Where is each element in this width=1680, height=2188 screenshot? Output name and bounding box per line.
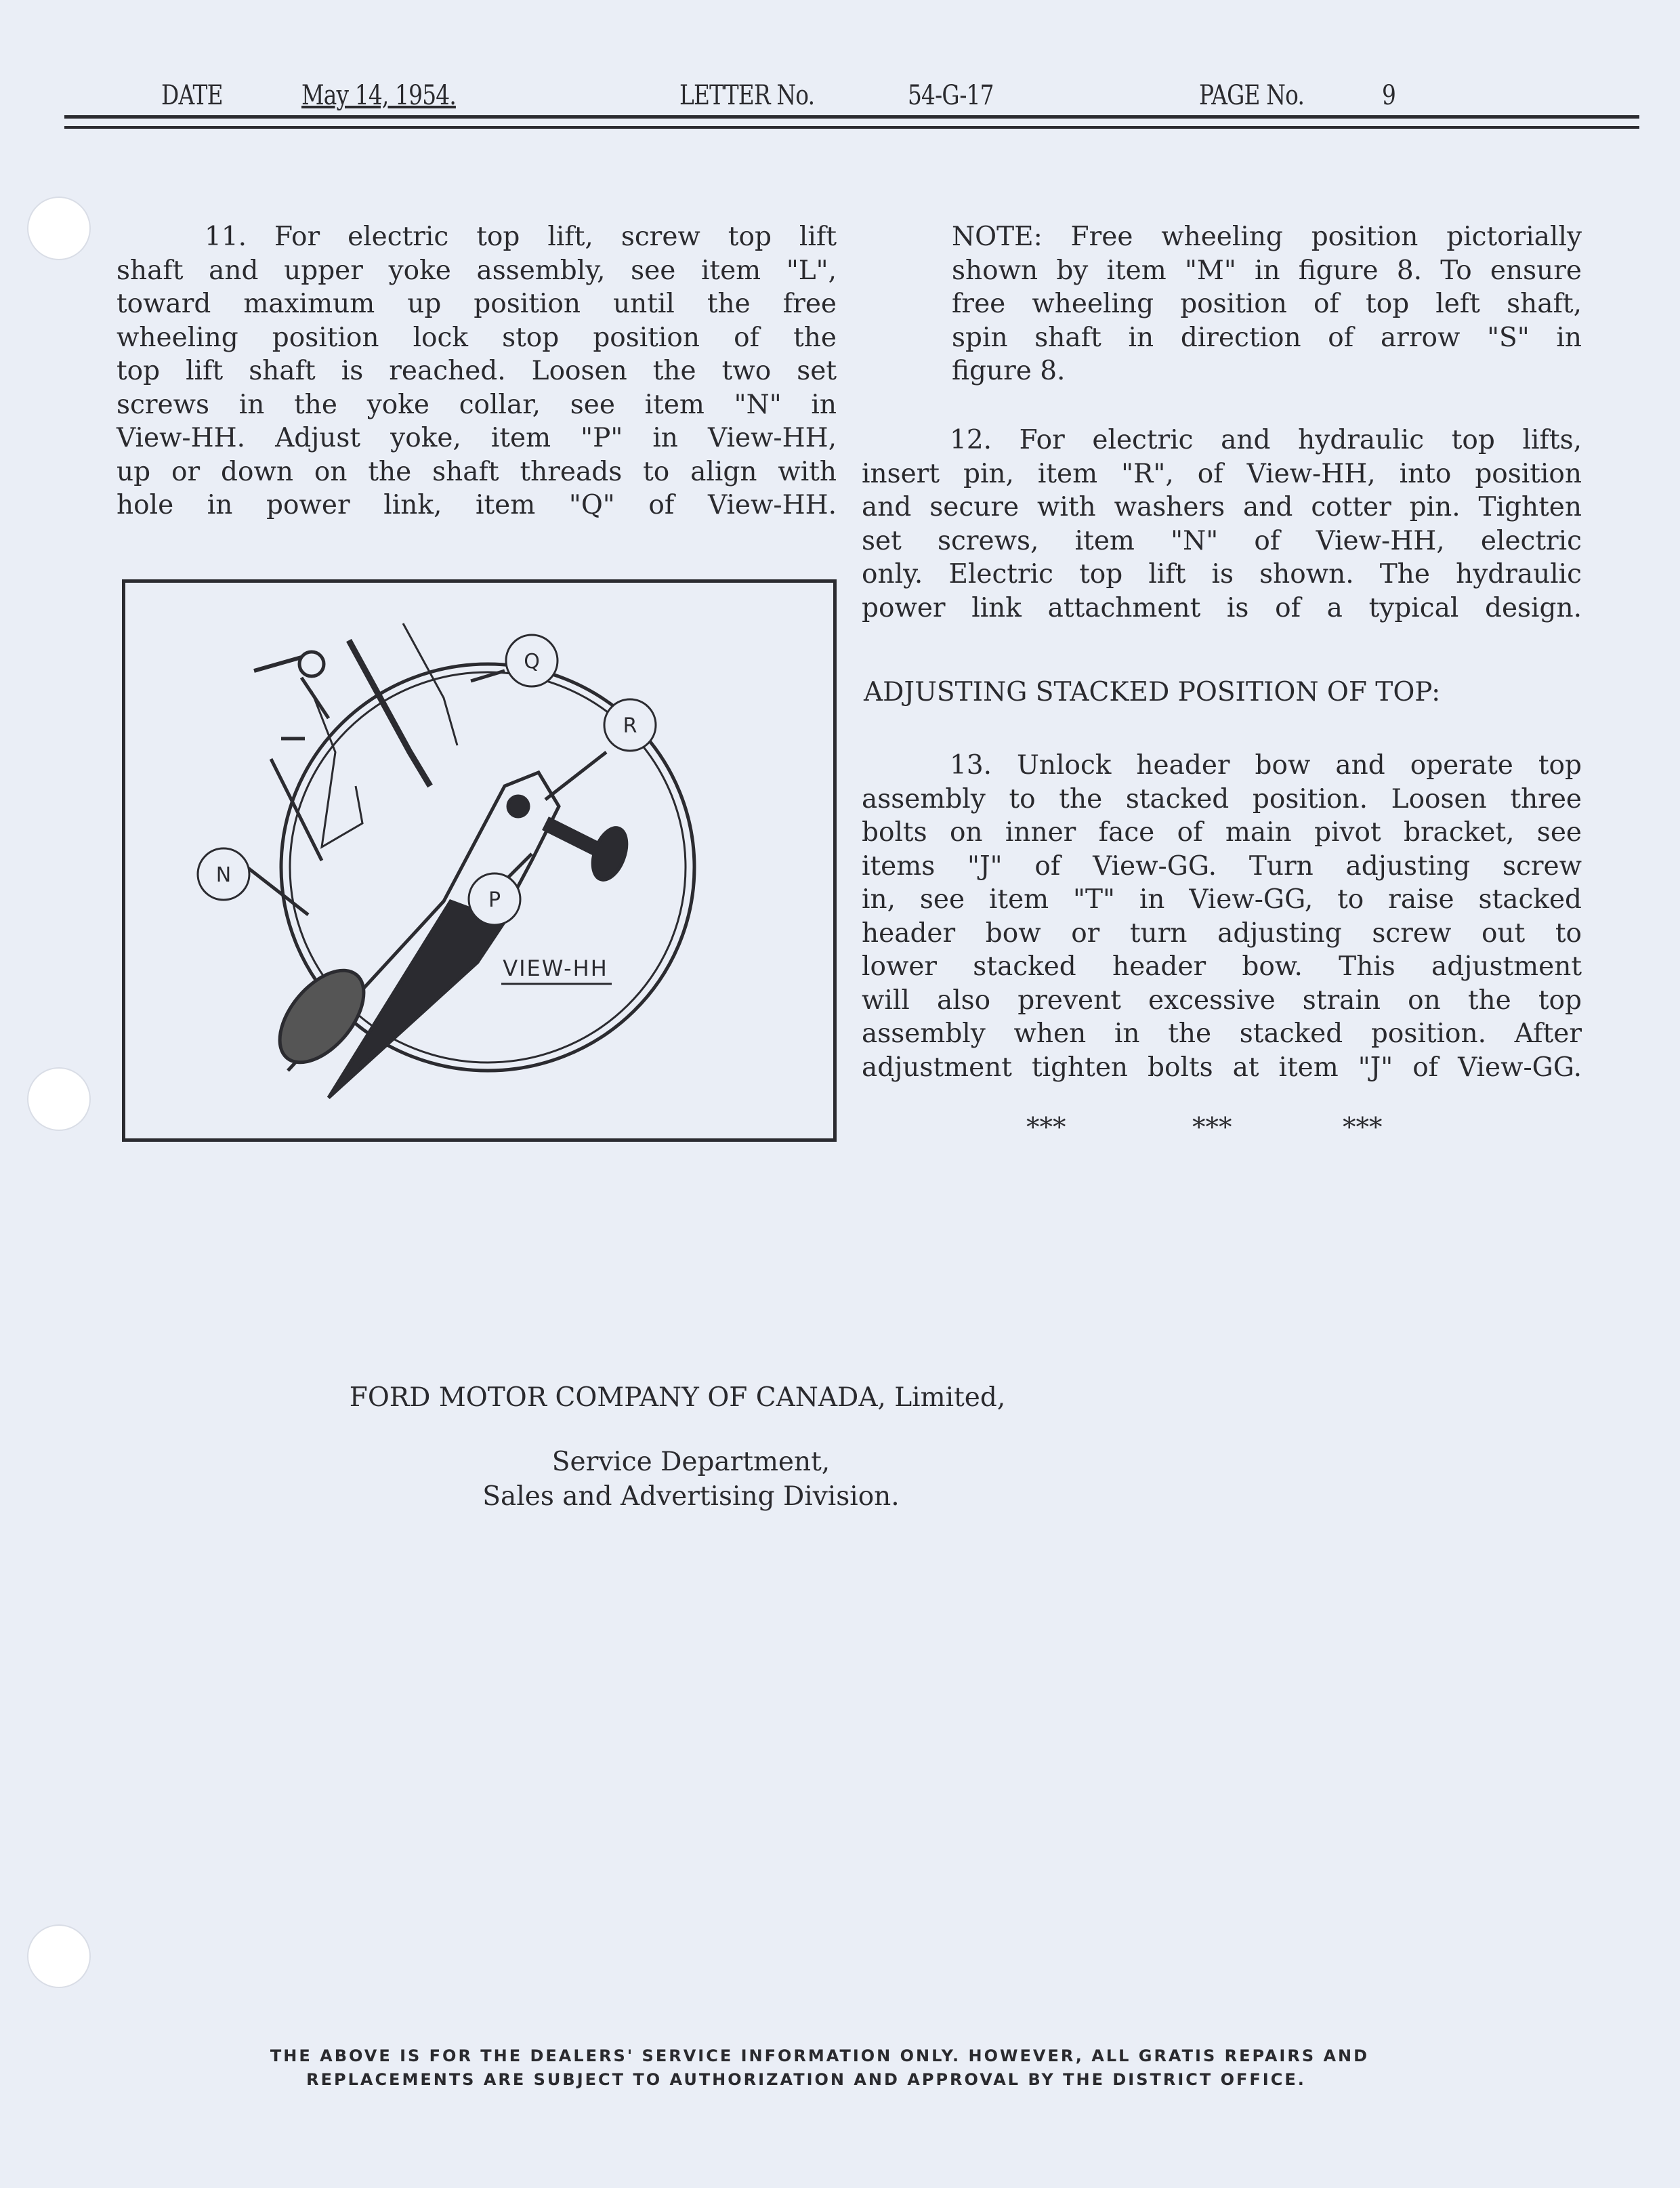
- text-line: NOTE: Free wheeling position pictorially: [952, 222, 1582, 252]
- callout-n: N: [215, 863, 232, 887]
- text-line: assembly to the stacked position. Loosen three: [862, 783, 1582, 814]
- text-line: and secure with washers and cotter pin. Tighten: [862, 492, 1582, 522]
- text-line: screws in the yoke collar, see item "N" in: [117, 389, 837, 420]
- text-line: assembly when in the stacked position. After: [862, 1018, 1582, 1049]
- letter-label: LETTER No.: [679, 80, 815, 111]
- text-line: power link attachment is of a typical design.: [862, 592, 1582, 623]
- letter-number: 54-G-17: [908, 80, 994, 111]
- figure-caption: VIEW-HH: [503, 955, 608, 981]
- company-name: FORD MOTOR COMPANY OF CANADA, Limited,: [349, 1382, 1006, 1413]
- text-line: View-HH. Adjust yoke, item "P" in View-HH,: [117, 423, 837, 453]
- text-line: toward maximum up position until the free: [117, 289, 837, 319]
- text-line: 13. Unlock header bow and operate top: [950, 750, 1582, 781]
- page-number: 9: [1382, 80, 1396, 111]
- text-line: adjustment tighten bolts at item "J" of View-GG.: [862, 1052, 1582, 1083]
- text-line: only. Electric top lift is shown. The hydraulic: [862, 559, 1582, 590]
- date-label: DATE: [161, 80, 223, 111]
- text-line: 11. For electric top lift, screw top lift: [205, 222, 837, 252]
- paragraph-12: [862, 424, 1582, 625]
- date-value: May 14, 1954.: [301, 80, 456, 111]
- text-line: up or down on the shaft threads to align with: [117, 456, 837, 487]
- text-line: header bow or turn adjusting screw out to: [862, 917, 1582, 949]
- punch-hole: [27, 1067, 91, 1131]
- callout-r: R: [623, 714, 637, 738]
- text-line: figure 8.: [952, 356, 1066, 386]
- punch-hole: [27, 197, 91, 260]
- header-rule: [64, 115, 1639, 119]
- punch-hole: [27, 1924, 91, 1988]
- text-line: insert pin, item "R", of View-HH, into position: [862, 458, 1582, 489]
- text-line: in, see item "T" in View-GG, to raise stacked: [862, 884, 1582, 915]
- service-department: Service Department,: [551, 1447, 831, 1477]
- callout-q: Q: [524, 650, 540, 674]
- text-line: spin shaft in direction of arrow "S" in: [952, 322, 1582, 353]
- separator-stars: ***: [1026, 1113, 1066, 1143]
- note-paragraph: [952, 220, 1582, 388]
- callout-p: P: [488, 888, 501, 912]
- separator-stars: ***: [1192, 1113, 1232, 1143]
- text-line: set screws, item "N" of View-HH, electric: [862, 525, 1582, 556]
- text-line: bolts on inner face of main pivot bracket, see: [862, 817, 1582, 848]
- section-heading: ADJUSTING STACKED POSITION OF TOP:: [864, 677, 1441, 707]
- paragraph-13: [862, 749, 1582, 1084]
- text-line: shown by item "M" in figure 8. To ensure: [952, 255, 1582, 286]
- text-line: lower stacked header bow. This adjustment: [862, 951, 1582, 982]
- text-line: top lift shaft is reached. Loosen the two set: [117, 356, 837, 386]
- text-line: free wheeling position of top left shaft,: [952, 289, 1582, 319]
- header-rule: [64, 126, 1639, 129]
- paragraph-11: [117, 220, 837, 522]
- separator-stars: ***: [1343, 1113, 1383, 1143]
- text-line: will also prevent excessive strain on the top: [862, 985, 1582, 1016]
- disclaimer-line-1: THE ABOVE IS FOR THE DEALERS' SERVICE INFORMATION ONLY. HOWEVER, ALL GRATIS REPAIRS AND: [270, 2046, 1370, 2065]
- page-label: PAGE No.: [1199, 80, 1305, 111]
- text-line: 12. For electric and hydraulic top lifts,: [950, 425, 1582, 455]
- text-line: shaft and upper yoke assembly, see item "L",: [117, 255, 837, 286]
- figure-view-hh: [122, 579, 837, 1142]
- yoke-assembly-illustration: [125, 583, 833, 1138]
- disclaimer-line-2: REPLACEMENTS ARE SUBJECT TO AUTHORIZATION AND APPROVAL BY THE DISTRICT OFFICE.: [306, 2070, 1306, 2089]
- sales-division: Sales and Advertising Division.: [482, 1481, 900, 1512]
- text-line: items "J" of View-GG. Turn adjusting screw: [862, 850, 1582, 882]
- text-line: wheeling position lock stop position of the: [117, 322, 837, 353]
- text-line: hole in power link, item "Q" of View-HH.: [117, 490, 837, 520]
